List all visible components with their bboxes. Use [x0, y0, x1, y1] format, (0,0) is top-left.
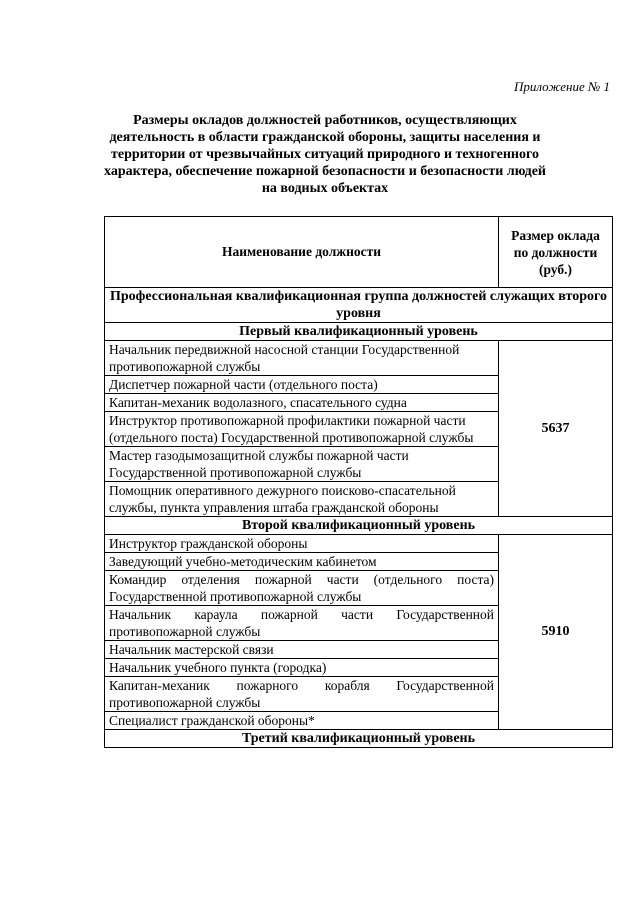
group-title-row — [105, 288, 613, 323]
salary-value: 5637 — [499, 341, 613, 517]
position-name: Инструктор противопожарной профилактики пожарной части (отдельного поста) Государственной противопожарной службы — [105, 412, 499, 447]
salary-table — [104, 216, 613, 748]
salary-value: 5910 — [499, 535, 613, 730]
position-name: Инструктор гражданской обороны — [105, 535, 499, 553]
position-name: Начальник учебного пункта (городка) — [105, 659, 499, 677]
group-title: Профессиональная квалификационная группа должностей служащих второго уровня — [105, 288, 613, 323]
level-title: Третий квалификационный уровень — [105, 730, 613, 748]
table-row — [105, 535, 613, 553]
position-name: Начальник мастерской связи — [105, 641, 499, 659]
level-title-row — [105, 730, 613, 748]
document-title: Размеры окладов должностей работников, осуществляющих деятельность в области гражданской обороны, защиты населения и территории от чрезвычайных ситуаций природного и техногенного характера, обеспечение пожарной безопасности и безопасности людей на водных объектах — [104, 113, 546, 196]
level-title-row — [105, 517, 613, 535]
appendix-label: Приложение № 1 — [513, 79, 610, 94]
table-row — [105, 341, 613, 376]
position-name: Диспетчер пожарной части (отдельного поста) — [105, 376, 499, 394]
header-position-name: Наименование должности — [105, 217, 499, 288]
header-salary: Размер оклада по должности (руб.) — [499, 217, 613, 288]
level-title-row — [105, 323, 613, 341]
position-name: Начальник передвижной насосной станции Государственной противопожарной службы — [105, 341, 499, 376]
position-name: Специалист гражданской обороны* — [105, 712, 499, 730]
position-name: Помощник оперативного дежурного поисково-спасательной службы, пункта управления штаба гражданской обороны — [105, 482, 499, 517]
position-name: Заведующий учебно-методическим кабинетом — [105, 553, 499, 571]
position-name: Мастер газодымозащитной службы пожарной части Государственной противопожарной службы — [105, 447, 499, 482]
position-name: Капитан-механик пожарного корабля Государственной противопожарной службы — [105, 677, 499, 712]
position-name: Капитан-механик водолазного, спасательного судна — [105, 394, 499, 412]
position-name: Начальник караула пожарной части Государственной противопожарной службы — [105, 606, 499, 641]
table-header-row — [105, 217, 613, 288]
level-title: Первый квалификационный уровень — [105, 323, 613, 341]
position-name: Командир отделения пожарной части (отдельного поста) Государственной противопожарной службы — [105, 571, 499, 606]
level-title: Второй квалификационный уровень — [105, 517, 613, 535]
